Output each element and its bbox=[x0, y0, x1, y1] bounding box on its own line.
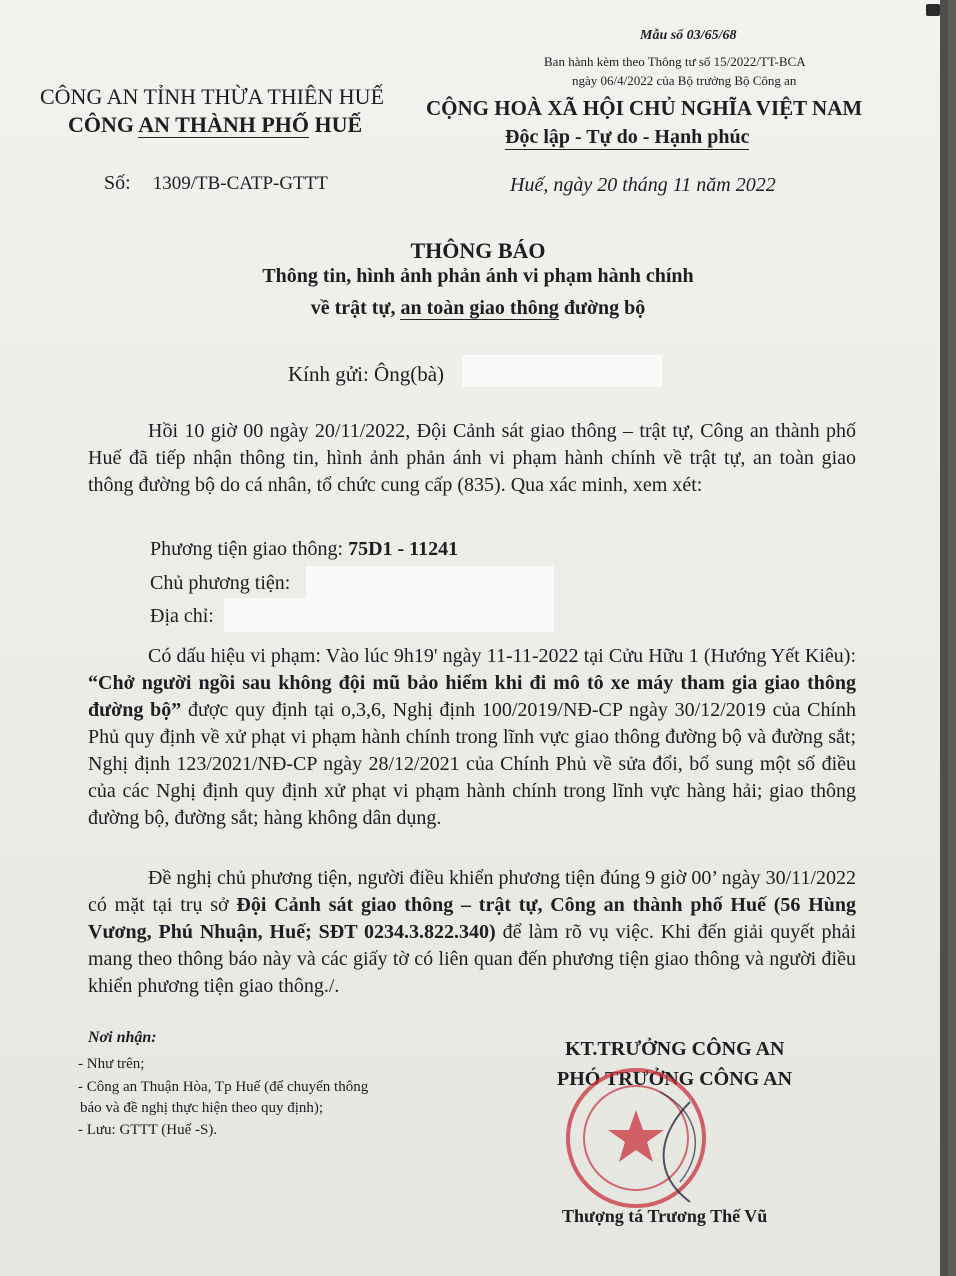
redacted-name bbox=[462, 355, 662, 387]
national-title: CỘNG HOÀ XÃ HỘI CHỦ NGHĨA VIỆT NAM bbox=[426, 96, 863, 120]
document-subtitle-2: về trật tự, an toàn giao thông đường bộ bbox=[310, 297, 646, 319]
addressee-label: Kính gửi: Ông(bà) bbox=[288, 362, 445, 386]
recipient-item: - Như trên; bbox=[78, 1056, 145, 1072]
national-motto: Độc lập - Tự do - Hạnh phúc bbox=[505, 126, 750, 148]
issued-note-line2: ngày 06/4/2022 của Bộ trưởng Bộ Công an bbox=[572, 73, 797, 88]
redacted-address bbox=[224, 598, 554, 632]
issued-note-line1: Ban hành kèm theo Thông tư số 15/2022/TT-BCA bbox=[544, 54, 806, 69]
signatory-deputy: PHÓ TRƯỞNG CÔNG AN bbox=[557, 1068, 793, 1090]
document-title: THÔNG BÁO bbox=[410, 238, 546, 263]
binder-clip bbox=[926, 4, 940, 16]
parent-organization: CÔNG AN TỈNH THỪA THIÊN HUẾ bbox=[40, 84, 385, 109]
background-edge bbox=[940, 0, 948, 1276]
document-subtitle-1: Thông tin, hình ảnh phản ánh vi phạm hành chính bbox=[262, 265, 694, 287]
place-date: Huế, ngày 20 tháng 11 năm 2022 bbox=[510, 174, 776, 196]
address-line: Địa chỉ: bbox=[150, 605, 214, 627]
signatory-name: Thượng tá Trương Thế Vũ bbox=[562, 1206, 768, 1226]
paragraph-request: Đề nghị chủ phương tiện, người điều khiển phương tiện đúng 9 giờ 00’ ngày 30/11/2022 có mặt tại trụ sở Đội Cảnh sát giao thông – trật tự, Công an thành phố Huế (56 Hùng Vương, Phú Nhuận, Huế; SĐT 0234.3.822.340) để làm rõ vụ việc. Khi đến giải quyết phải mang theo thông báo này và các giấy tờ có liên quan đến phương tiện giao thông và người điều khiển phương tiện giao thông./. bbox=[88, 867, 856, 997]
vehicle-line: Phương tiện giao thông: 75D1 - 11241 bbox=[150, 538, 459, 560]
paragraph-violation: Có dấu hiệu vi phạm: Vào lúc 9h19' ngày 11-11-2022 tại Cửu Hữu 1 (Hướng Yết Kiêu): “Chở người ngồi sau không đội mũ bảo hiểm khi đi mô tô xe máy tham gia giao thông đường bộ” được quy định tại o,3,6, Nghị định 100/2019/NĐ-CP ngày 30/12/2019 của Chính Phủ quy định về xử phạt vi phạm hành chính trong lĩnh vực giao thông đường bộ và đường sắt; Nghị định 123/2021/NĐ-CP ngày 28/12/2021 của Chính Phủ về sửa đổi, bổ sung một số điều của các Nghị định quy định xử phạt vi phạm hành chính trong lĩnh vực hàng hải; giao thông đường bộ, đường sắt; hàng không dân dụng. bbox=[88, 645, 856, 829]
organization-name: CÔNG AN THÀNH PHỐ HUẾ bbox=[68, 112, 363, 137]
recipient-item: - Công an Thuận Hòa, Tp Huế (để chuyển thông bbox=[78, 1079, 369, 1095]
document-number: Số: 1309/TB-CATP-GTTT bbox=[104, 172, 328, 194]
official-seal-icon bbox=[540, 1062, 730, 1212]
recipient-item: - Lưu: GTTT (Huế -S). bbox=[78, 1122, 218, 1138]
paragraph-intro: Hồi 10 giờ 00 ngày 20/11/2022, Đội Cảnh sát giao thông – trật tự, Công an thành phố Huế đã tiếp nhận thông tin, hình ảnh phản ánh vi phạm hành chính về trật tự, an toàn giao thông đường bộ do cá nhân, tổ chức cung cấp (835). Qua xác minh, xem xét: bbox=[88, 420, 856, 496]
recipients-title: Nơi nhận: bbox=[88, 1029, 157, 1046]
redacted-owner bbox=[306, 566, 554, 600]
owner-line: Chủ phương tiện: bbox=[150, 572, 291, 594]
recipient-item: báo và đề nghị thực hiện theo quy định); bbox=[80, 1100, 324, 1116]
signatory-title: KT.TRƯỞNG CÔNG AN bbox=[565, 1038, 785, 1060]
form-number: Mẫu số 03/65/68 bbox=[640, 28, 737, 43]
